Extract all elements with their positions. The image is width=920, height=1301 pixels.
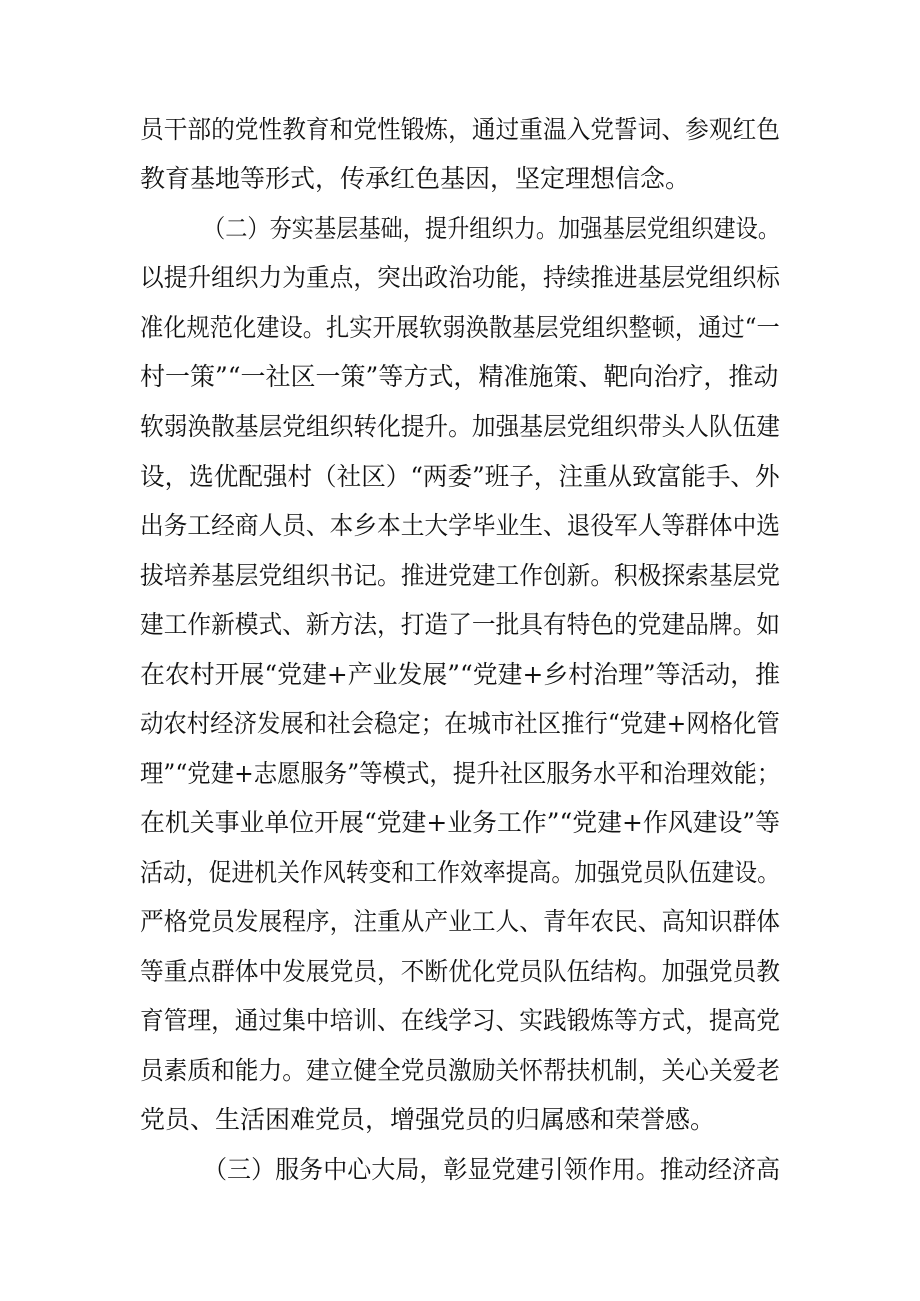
text-line: 理”“党建+志愿服务”等模式，提升社区服务水平和治理效能；: [140, 759, 781, 788]
section-heading-2: （二）夯实基层基础，提升组织力。加强基层党组织建设。: [203, 214, 781, 243]
text-line: 活动，促进机关作风转变和工作效率提高。加强党员队伍建设。: [140, 858, 781, 887]
text-line: 等重点群体中发展党员，不断优化党员队伍结构。加强党员教: [140, 957, 780, 986]
text-line: 育管理，通过集中培训、在线学习、实践锻炼等方式，提高党: [140, 1006, 780, 1035]
text-line: 建工作新模式、新方法，打造了一批具有特色的党建品牌。如: [140, 610, 780, 639]
text-line: 设，选优配强村（社区）“两委”班子，注重从致富能手、外: [140, 462, 780, 491]
text-line: 出务工经商人员、本乡本土大学毕业生、退役军人等群体中选: [140, 511, 780, 540]
text-line: 拔培养基层党组织书记。推进党建工作创新。积极探索基层党: [140, 561, 780, 590]
text-line: 在机关事业单位开展“党建+业务工作”“党建+作风建设”等: [140, 808, 781, 837]
text-line: 党员、生活困难党员，增强党员的归属感和荣誉感。: [140, 1105, 716, 1134]
text-line: 员素质和能力。建立健全党员激励关怀帮扶机制，关心关爱老: [140, 1056, 780, 1085]
text-line: 在农村开展“党建+产业发展”“党建+乡村治理”等活动，推: [140, 660, 781, 689]
text-line: 软弱涣散基层党组织转化提升。加强基层党组织带头人队伍建: [140, 412, 780, 441]
text-line: 准化规范化建设。扎实开展软弱涣散基层党组织整顿，通过“一: [140, 313, 780, 342]
text-line: 以提升组织力为重点，突出政治功能，持续推进基层党组织标: [140, 263, 780, 292]
text-line: 动农村经济发展和社会稳定；在城市社区推行“党建+网格化管: [140, 709, 780, 738]
text-line: 村一策”“一社区一策”等方式，精准施策、靶向治疗，推动: [140, 362, 779, 391]
text-line: 严格党员发展程序，注重从产业工人、青年农民、高知识群体: [140, 907, 780, 936]
section-heading-3: （三）服务中心大局，彰显党建引领作用。推动经济高: [203, 1155, 781, 1184]
text-line: 教育基地等形式，传承红色基因，坚定理想信念。: [140, 164, 691, 193]
text-line: 员干部的党性教育和党性锻炼，通过重温入党誓词、参观红色: [140, 115, 780, 144]
